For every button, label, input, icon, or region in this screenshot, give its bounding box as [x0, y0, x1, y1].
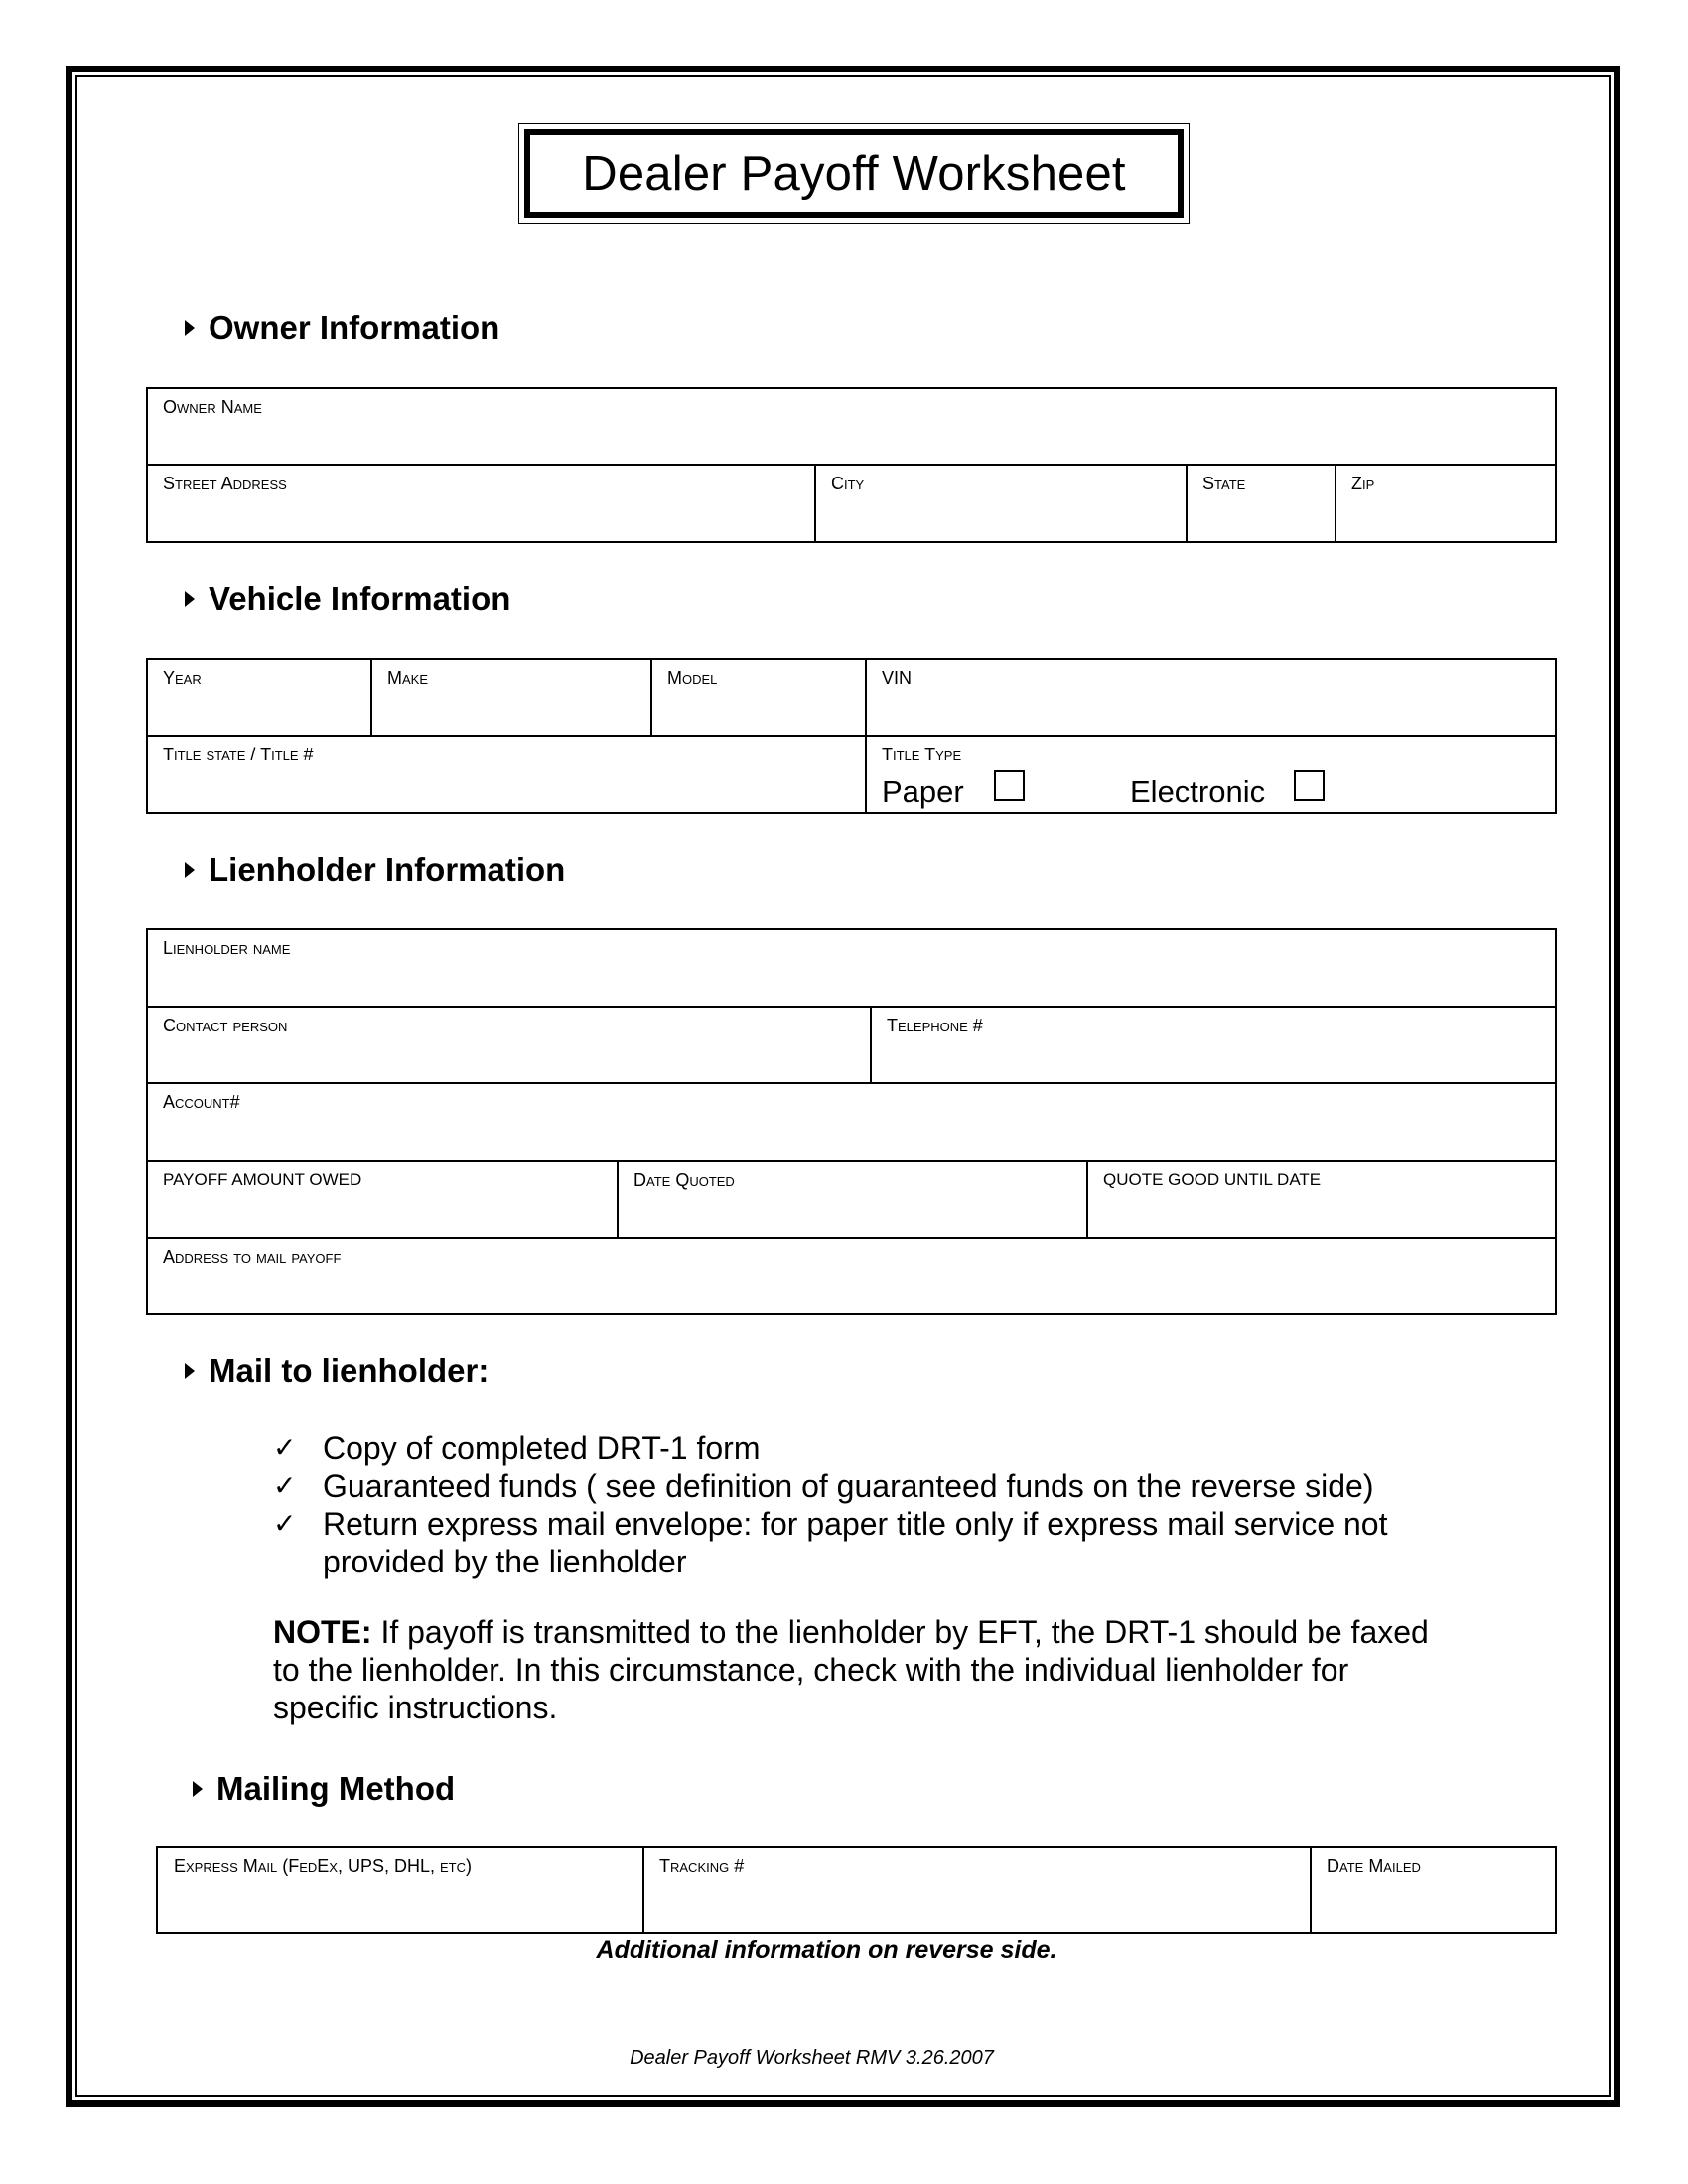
footer-form-id: Dealer Payoff Worksheet RMV 3.26.2007: [630, 2047, 994, 2069]
date-quoted-field[interactable]: [619, 1162, 1088, 1239]
section-owner-label: Owner Information: [209, 309, 500, 345]
list-item: [273, 1505, 1475, 1580]
state-field[interactable]: [1188, 466, 1336, 541]
checkmark-icon: ✓: [273, 1469, 297, 1502]
quote-good-until-label: QUOTE GOOD UNTIL DATE: [1103, 1170, 1322, 1189]
lienholder-name-field[interactable]: [148, 930, 1555, 1008]
title-state-label: Title state / Title #: [163, 745, 314, 764]
telephone-field[interactable]: [872, 1008, 1555, 1084]
city-field[interactable]: [816, 466, 1188, 541]
additional-info-note: Additional information on reverse side.: [596, 1936, 1057, 1964]
title-type-label: Title Type: [882, 745, 962, 764]
date-quoted-label: Date Quoted: [633, 1170, 735, 1190]
section-vehicle: [185, 580, 510, 617]
contact-person-label: Contact person: [163, 1016, 288, 1035]
title-type-field: [867, 737, 1555, 812]
express-mail-field[interactable]: [158, 1848, 644, 1932]
zip-field[interactable]: [1336, 466, 1555, 541]
list-item: [273, 1430, 1494, 1467]
triangle-right-icon: [185, 591, 195, 607]
tracking-field[interactable]: [644, 1848, 1312, 1932]
date-mailed-label: Date Mailed: [1327, 1856, 1421, 1876]
date-mailed-field[interactable]: [1312, 1848, 1555, 1932]
section-mailing-method: [193, 1770, 455, 1808]
list-item-text: Return express mail envelope: for paper title only if express mail service not provided by the lienholder: [323, 1506, 1388, 1579]
account-field[interactable]: [148, 1084, 1555, 1162]
electronic-checkbox[interactable]: [1294, 770, 1325, 801]
year-field[interactable]: [148, 660, 372, 737]
list-item-text: Guaranteed funds ( see definition of guaranteed funds on the reverse side): [323, 1468, 1374, 1504]
vehicle-table: [146, 658, 1557, 814]
make-field[interactable]: [372, 660, 652, 737]
street-address-field[interactable]: [148, 466, 816, 541]
note-label: NOTE:: [273, 1614, 372, 1650]
paper-label: Paper: [882, 774, 964, 809]
section-mailing-method-label: Mailing Method: [216, 1770, 456, 1807]
address-to-mail-label: Address to mail payoff: [163, 1247, 342, 1267]
zip-label: Zip: [1351, 474, 1375, 493]
vin-field[interactable]: [867, 660, 1555, 737]
vin-label: VIN: [882, 668, 913, 688]
tracking-label: Tracking #: [659, 1856, 745, 1876]
checkmark-icon: ✓: [273, 1432, 297, 1464]
city-label: City: [831, 474, 865, 493]
section-vehicle-label: Vehicle Information: [209, 580, 511, 616]
note-text: If payoff is transmitted to the lienholder by EFT, the DRT-1 should be faxed to the lienholder. In this circumstance, check with the individual lienholder for specific instructions.: [273, 1614, 1429, 1725]
model-label: Model: [667, 668, 718, 688]
express-mail-label: Express Mail (FedEx, UPS, DHL, etc): [174, 1856, 473, 1876]
list-item-text: Copy of completed DRT-1 form: [323, 1431, 761, 1466]
payoff-amount-label: PAYOFF AMOUNT OWED: [163, 1170, 362, 1189]
telephone-label: Telephone #: [887, 1016, 983, 1035]
lienholder-table: [146, 928, 1557, 1315]
contact-person-field[interactable]: [148, 1008, 872, 1084]
make-label: Make: [387, 668, 429, 688]
owner-name-label: Owner Name: [163, 397, 262, 417]
payoff-amount-field[interactable]: [148, 1162, 619, 1239]
electronic-label: Electronic: [1130, 774, 1266, 809]
owner-table: [146, 387, 1557, 543]
mail-checklist: [273, 1430, 1494, 1580]
title-box: [524, 129, 1184, 218]
triangle-right-icon: [185, 862, 195, 878]
section-mail-to-label: Mail to lienholder:: [209, 1352, 490, 1389]
paper-checkbox[interactable]: [994, 770, 1025, 801]
mailing-method-table: [156, 1846, 1557, 1934]
triangle-right-icon: [185, 320, 195, 336]
year-label: Year: [163, 668, 202, 688]
list-item: [273, 1467, 1494, 1505]
checkmark-icon: ✓: [273, 1507, 297, 1540]
state-label: State: [1202, 474, 1246, 493]
triangle-right-icon: [185, 1363, 195, 1379]
section-lienholder: [185, 851, 565, 888]
section-lienholder-label: Lienholder Information: [209, 851, 566, 887]
account-label: Account#: [163, 1092, 240, 1112]
street-address-label: Street Address: [163, 474, 287, 493]
owner-name-field[interactable]: [148, 389, 1555, 466]
title-state-field[interactable]: [148, 737, 867, 812]
section-mail-to: [185, 1352, 489, 1390]
address-to-mail-field[interactable]: [148, 1239, 1555, 1313]
note-paragraph: [273, 1613, 1445, 1726]
quote-good-until-field[interactable]: [1088, 1162, 1555, 1239]
page-title: Dealer Payoff Worksheet: [582, 147, 1126, 201]
model-field[interactable]: [652, 660, 867, 737]
triangle-right-icon: [193, 1781, 203, 1797]
section-owner: [185, 309, 499, 346]
lienholder-name-label: Lienholder name: [163, 938, 291, 958]
